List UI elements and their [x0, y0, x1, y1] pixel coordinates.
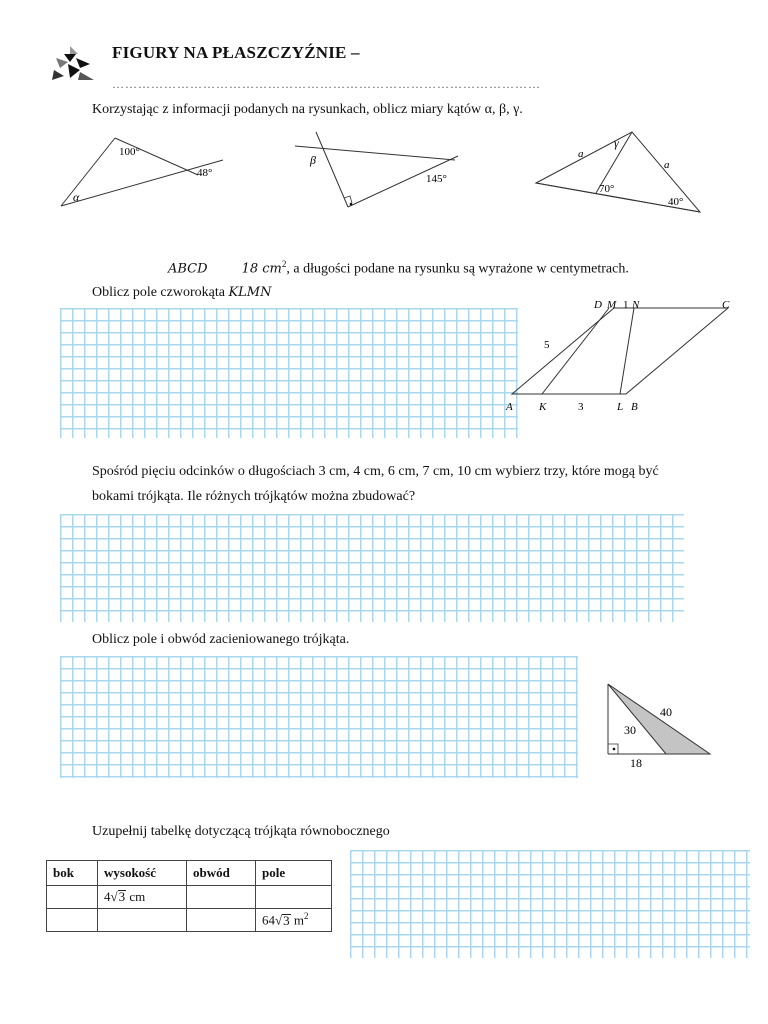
cell-pole-1[interactable] [256, 886, 332, 909]
sqrt-icon: √ [275, 912, 283, 928]
fig3-angle-70: 70° [599, 183, 615, 195]
task2-statement [168, 259, 629, 278]
cell-obwod-1[interactable] [187, 886, 256, 909]
table-row [47, 909, 332, 932]
task3-answer-grid[interactable] [60, 514, 684, 622]
fig1-angle-alpha: α [73, 190, 80, 204]
task2-parallelogram-figure [500, 296, 735, 416]
fig-label-1: 1 [623, 299, 629, 311]
cell-wysokosc-2[interactable] [98, 909, 187, 932]
table-header-row [47, 861, 332, 886]
header-wysokosc: wysokość [98, 861, 187, 886]
height-radicand: 3 [118, 889, 126, 904]
height-coef: 4 [104, 889, 111, 904]
fig-label-K: K [539, 401, 547, 413]
task2-prompt-name: KLMN [228, 285, 272, 300]
task3-line1: Spośród pięciu odcinków o długościach 3 cm, 4 cm, 6 cm, 7 cm, 10 cm wybierz trzy, które mogą być [92, 464, 659, 479]
task4-shaded-triangle-figure [598, 676, 718, 772]
area-coef: 64 [262, 912, 275, 928]
fig-label-C: C [722, 299, 730, 311]
cell-bok-2[interactable] [47, 909, 98, 932]
task2-answer-grid[interactable] [60, 308, 518, 438]
task4-answer-grid[interactable] [60, 656, 578, 778]
fig-label-A: A [506, 401, 513, 413]
header-bok: bok [47, 861, 98, 886]
page-title: FIGURY NA PŁASZCZYŹNIE – [112, 43, 360, 62]
fig-label-M: M [607, 299, 617, 311]
fig-label-N: N [632, 299, 640, 311]
task2-area-exp: 2 [281, 259, 287, 269]
fig3-angle-gamma: γ [614, 136, 619, 150]
fig2-angle-beta: β [310, 153, 316, 167]
fig4-label-18: 18 [630, 756, 642, 770]
cell-area-value [256, 909, 332, 932]
fig-label-5: 5 [544, 339, 550, 351]
task1-figure2-triangle [290, 130, 465, 215]
header-obwod: obwód [187, 861, 256, 886]
fig2-angle-145: 145° [426, 173, 447, 185]
task5-instruction: Uzupełnij tabelkę dotyczącą trójkąta równobocznego [92, 824, 390, 839]
task5-answer-grid[interactable] [350, 850, 750, 958]
equilateral-triangle-table [46, 860, 332, 932]
fig3-side-a-right: a [664, 159, 670, 171]
sqrt-icon: √ [110, 889, 118, 904]
height-unit: cm [129, 889, 146, 904]
title-dotted-line: ……………………………………………………………………………………… [112, 77, 541, 91]
fig-label-L: L [617, 401, 624, 413]
task1-figure3-triangle [532, 128, 707, 218]
area-unit: m [293, 912, 305, 928]
task2-prompt [92, 285, 271, 301]
fig-label-D: D [594, 299, 602, 311]
cell-bok-1[interactable] [47, 886, 98, 909]
task3-line2: bokami trójkąta. Ile różnych trójkątów można zbudować? [92, 489, 416, 504]
fig-label-B: B [631, 401, 638, 413]
task4-instruction: Oblicz pole i obwód zacieniowanego trójkąta. [92, 632, 350, 647]
task2-area-value: 18 cm [241, 261, 282, 277]
table-row [47, 886, 332, 909]
area-radicand: 3 [283, 912, 290, 928]
area-exp: 2 [304, 911, 309, 922]
task1-figure1-triangle [55, 130, 230, 215]
fig1-angle-top: 100° [119, 146, 140, 158]
header-pole: pole [256, 861, 332, 886]
fig1-angle-right: 48° [197, 167, 213, 179]
fig4-label-40: 40 [660, 705, 672, 719]
fig3-side-a-left: a [578, 148, 584, 160]
cell-obwod-2[interactable] [187, 909, 256, 932]
cell-height-value [98, 886, 187, 909]
task1-instruction: Korzystając z informacji podanych na rysunkach, oblicz miary kątów α, β, γ. [92, 102, 523, 117]
fig4-label-30: 30 [624, 723, 636, 737]
logo-icon [50, 44, 98, 84]
task2-statement-rest: , a długości podane na rysunku są wyrażone w centymetrach. [286, 261, 629, 277]
fig-label-3: 3 [578, 401, 584, 413]
task2-prompt-text: Oblicz pole czworokąta [92, 285, 229, 300]
task2-name-abcd: ABCD [168, 261, 208, 277]
fig3-angle-40: 40° [668, 196, 684, 208]
